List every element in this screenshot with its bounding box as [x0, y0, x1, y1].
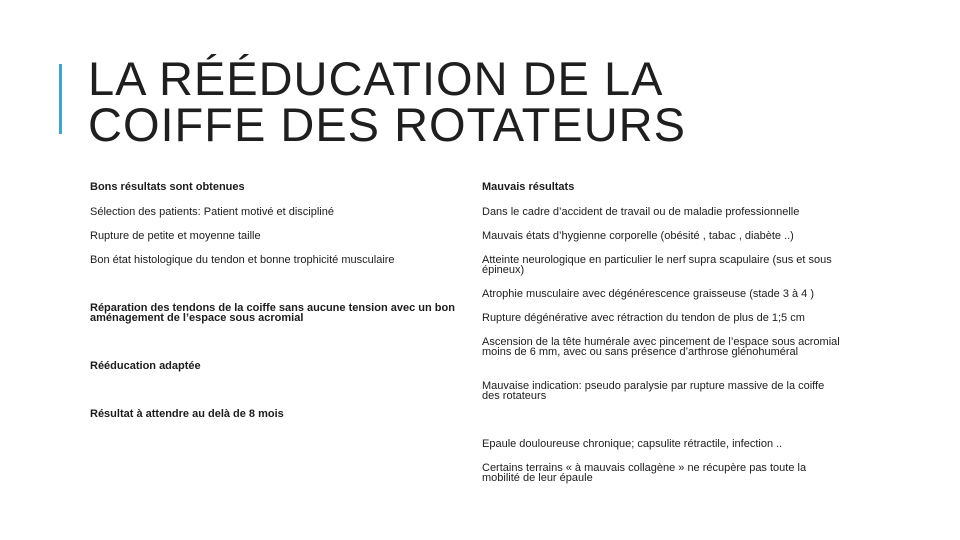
good-results-item: Rééducation adaptée [90, 360, 201, 372]
good-results-item: Rupture de petite et moyenne taille [90, 230, 261, 242]
bad-results-item: Dans le cadre d’accident de travail ou de maladie professionnelle [482, 206, 800, 218]
slide-title-line-2: COIFFE DES ROTATEURS [88, 98, 686, 151]
good-results-heading: Bons résultats sont obtenues [90, 181, 245, 193]
bad-results-item: Atteinte neurologique en particulier le nerf supra scapulaire (sus et sous épineux) [482, 254, 832, 276]
good-results-item: Bon état histologique du tendon et bonne trophicité musculaire [90, 254, 395, 266]
bad-results-item: Ascension de la tête humérale avec pincement de l’espace sous acromial moins de 6 mm, avec ou sans présence d’arthrose glénohuméral [482, 336, 840, 358]
good-results-item: Sélection des patients: Patient motivé et discipliné [90, 206, 334, 218]
bad-results-item: Certains terrains « à mauvais collagène » ne récupère pas toute la mobilité de leur épaule [482, 462, 807, 484]
good-results-item: Résultat à attendre au delà de 8 mois [90, 408, 284, 420]
bad-results-heading: Mauvais résultats [482, 181, 575, 193]
slide-title [88, 52, 686, 151]
bad-results-item: Epaule douloureuse chronique; capsulite rétractile, infection .. [482, 438, 783, 450]
good-results-item: Réparation des tendons de la coiffe sans aucune tension avec un bon aménagement de l’espace sous acromial [90, 302, 455, 324]
bad-results-item: Mauvaise indication: pseudo paralysie par rupture massive de la coiffe des rotateurs [482, 380, 825, 402]
bad-results-item: Mauvais états d’hygienne corporelle (obésité , tabac , diabète ..) [482, 230, 794, 242]
title-accent-bar [59, 64, 62, 134]
slide-title-line-1: LA RÉÉDUCATION DE LA [88, 52, 664, 105]
bad-results-item: Atrophie musculaire avec dégénérescence graisseuse (stade 3 à 4 ) [482, 288, 815, 300]
bad-results-item: Rupture dégénérative avec rétraction du tendon de plus de 1;5 cm [482, 312, 805, 324]
